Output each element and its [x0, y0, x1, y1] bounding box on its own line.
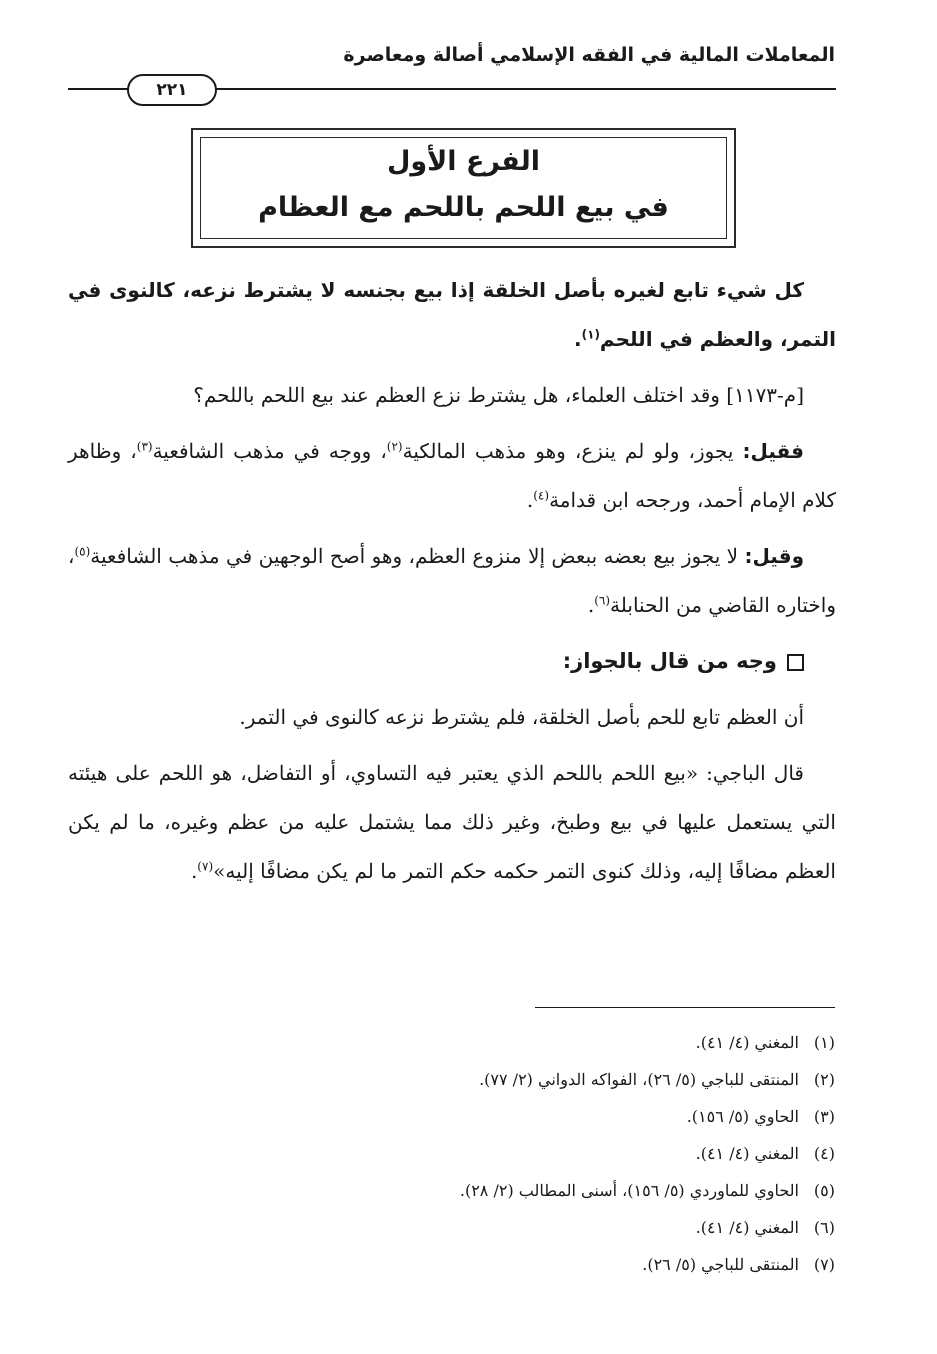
footnotes-list	[135, 1024, 835, 1283]
footnote-text: المغني (٤/ ٤١).	[695, 1218, 799, 1237]
footnote-text: الحاوي للماوردي (٥/ ١٥٦)، أسنى المطالب (٢/ ٢٨).	[459, 1181, 799, 1200]
footnote-item	[135, 1061, 835, 1098]
footnote-number: (٦)	[813, 1218, 835, 1237]
section-title-line-1: الفرع الأول	[386, 146, 541, 177]
paragraph-4	[68, 532, 836, 630]
footnote-separator	[535, 1007, 835, 1008]
paragraph-4-text-b: ، واختاره القاضي من الحنابلة	[68, 544, 836, 617]
footnote-ref-7[interactable]: (٧)	[197, 859, 214, 874]
paragraph-4-end: .	[587, 593, 595, 617]
footnote-item	[135, 1135, 835, 1172]
paragraph-3	[68, 427, 836, 525]
footnote-number: (٧)	[813, 1255, 835, 1274]
paragraph-2-text: [م-١١٧٣] وقد اختلف العلماء، هل يشترط نزع العظم عند بيع اللحم باللحم؟	[193, 383, 804, 407]
footnote-number: (٤)	[813, 1144, 835, 1163]
footnote-item	[135, 1098, 835, 1135]
paragraph-5	[68, 693, 836, 742]
footnote-number: (٣)	[813, 1107, 835, 1126]
paragraph-3-text-b: ، ووجه في مذهب الشافعية	[152, 439, 387, 463]
footnote-item	[135, 1172, 835, 1209]
paragraph-4-text-a: لا يجوز بيع بعضه ببعض إلا منزوع العظم، وهو أصح الوجهين في مذهب الشافعية	[90, 544, 745, 568]
footnote-item	[135, 1024, 835, 1061]
subheading	[68, 637, 836, 686]
footnote-text: المنتقى للباجي (٥/ ٢٦)، الفواكه الدواني (٢/ ٧٧).	[479, 1070, 799, 1089]
footnote-ref-4[interactable]: (٤)	[533, 488, 550, 503]
paragraph-6	[68, 749, 836, 896]
footnote-item	[135, 1209, 835, 1246]
footnote-text: الحاوي (٥/ ١٥٦).	[686, 1107, 799, 1126]
section-title-frame	[191, 128, 736, 248]
footnote-number: (١)	[813, 1033, 835, 1052]
page-number-badge: ٢٢١	[127, 74, 217, 106]
paragraph-6-text: قال الباجي: «بيع اللحم باللحم الذي يعتبر فيه التساوي، أو التفاضل، هو اللحم على هيئته التي يستعمل عليها في بيع وطبخ، وغير ذلك مما يشتمل عليه من عظم وغيره، ما لم يكن العظم مضافًا إليه، وذلك كنوى التمر حكمه حكم التمر ما لم يكن مضافًا إليه»	[68, 761, 836, 883]
paragraph-5-text: أن العظم تابع للحم بأصل الخلقة، فلم يشترط نزعه كالنوى في التمر.	[239, 705, 804, 729]
running-header-title: المعاملات المالية في الفقه الإسلامي أصالة ومعاصرة	[343, 44, 835, 66]
paragraph-1-text: كل شيء تابع لغيره بأصل الخلقة إذا بيع بجنسه لا يشترط نزعه، كالنوى في التمر، والعظم في اللحم	[68, 278, 836, 351]
footnote-text: المغني (٤/ ٤١).	[695, 1144, 799, 1163]
footnote-text: المغني (٤/ ٤١).	[695, 1033, 799, 1052]
footnote-number: (٢)	[813, 1070, 835, 1089]
paragraph-3-text-c: ، وظاهر كلام الإمام أحمد، ورجحه ابن قدامة	[68, 439, 836, 512]
paragraph-1-end: .	[574, 327, 582, 351]
footnote-ref-1[interactable]: (١)	[581, 327, 600, 342]
paragraph-6-end: .	[190, 859, 198, 883]
subheading-text: وجه من قال بالجواز:	[562, 649, 777, 673]
checkbox-square-icon	[787, 654, 804, 671]
footnote-ref-2[interactable]: (٢)	[386, 439, 403, 454]
footnote-text: المنتقى للباجي (٥/ ٢٦).	[642, 1255, 799, 1274]
footnote-ref-6[interactable]: (٦)	[594, 593, 611, 608]
opinion-label-1: فقيل:	[742, 439, 804, 463]
opinion-label-2: وقيل:	[744, 544, 804, 568]
paragraph-3-end: .	[526, 488, 534, 512]
footnote-item	[135, 1246, 835, 1283]
section-title-line-2: في بيع اللحم باللحم مع العظام	[258, 192, 669, 223]
footnote-ref-3[interactable]: (٣)	[136, 439, 153, 454]
footnote-ref-5[interactable]: (٥)	[74, 544, 91, 559]
footnote-number: (٥)	[813, 1181, 835, 1200]
body-text	[68, 266, 836, 903]
paragraph-3-text-a: يجوز، ولو لم ينزع، وهو مذهب المالكية	[402, 439, 743, 463]
paragraph-1	[68, 266, 836, 364]
paragraph-2	[68, 371, 836, 420]
